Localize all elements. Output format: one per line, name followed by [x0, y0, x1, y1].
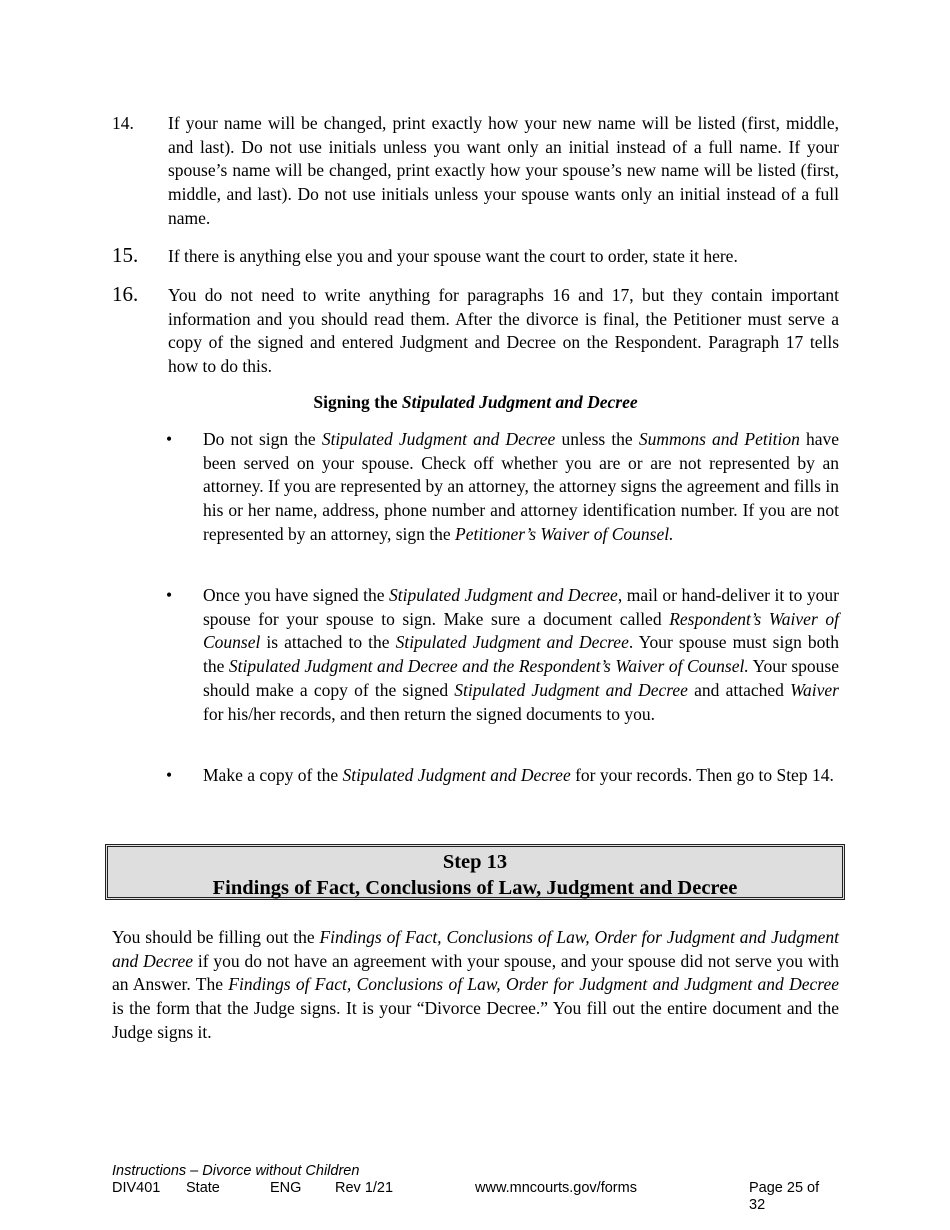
bullet-text: Make a copy of the Stipulated Judgment and Decree for your records. Then go to Step 14. [203, 765, 834, 785]
bullet-item [166, 584, 839, 726]
bullet-text: Once you have signed the Stipulated Judgment and Decree, mail or hand-deliver it to your spouse for your spouse to sign. Make sure a document called Respondent’s Waiver of Counsel is attached to the Stipulated Judgment and Decree. Your spouse must sign both the Stipulated Judgment and Decree and the Respondent’s Waiver of Counsel. Your spouse should make a copy of the signed Stipulated Judgment and Decree and attached Waiver for his/her records, and then return the signed documents to you. [203, 585, 840, 724]
findings-paragraph: You should be filling out the Findings of Fact, Conclusions of Law, Order for Judgment and Judgment and Decree if you do not have an agreement with your spouse, and your spouse did not serve you with an Answer. The Findings of Fact, Conclusions of Law, Order for Judgment and Judgment and Decree is the form that the Judge signs. It is your “Divorce Decree.” You fill out the entire document and the Judge signs it. [112, 927, 839, 1042]
step-header-box [105, 844, 845, 900]
paragraph-number: 16. [112, 282, 139, 306]
paragraph-text: You do not need to write anything for paragraphs 16 and 17, but they contain important information and you should read them. After the divorce is final, the Petitioner must serve a copy of the signed and entered Judgment and Decree on the Respondent. Paragraph 17 tells how to do this. [168, 285, 839, 377]
bullet-icon: • [166, 429, 173, 449]
paragraph-number: 14. [112, 113, 134, 133]
paragraph-text: If there is anything else you and your spouse want the court to order, state it here. [168, 246, 738, 266]
bullet-item [166, 428, 839, 547]
paragraph-15 [112, 245, 839, 269]
paragraph-text: If your name will be changed, print exactly how your new name will be listed (first, middle, and last). Do not use initials unless you want only an initial instead of a full name. If your spouse’s name will be changed, print exactly how your spouse’s new name will be listed (first, middle, and last). Do not use initials unless your spouse wants only an initial instead of a full name. [168, 113, 839, 228]
signing-heading: Signing the Stipulated Judgment and Decree [313, 392, 638, 412]
court-level: State [186, 1180, 220, 1196]
page-number: Page 25 of 32 [749, 1180, 820, 1213]
bullet-item [166, 764, 839, 788]
form-number: DIV401 [112, 1180, 161, 1196]
forms-url[interactable]: www.mncourts.gov/forms [475, 1180, 637, 1196]
revision: Rev 1/21 [335, 1180, 394, 1196]
language: ENG [270, 1180, 302, 1196]
step-subtitle: Findings of Fact, Conclusions of Law, Judgment and Decree [212, 876, 738, 899]
step-title: Step 13 [442, 851, 508, 873]
paragraph-14 [112, 112, 839, 231]
bullet-text: Do not sign the Stipulated Judgment and Decree unless the Summons and Petition have been served on your spouse. Check off whether you are or are not represented by an attorney. If you are represented by an attorney, the attorney signs the agreement and fills in his or her name, address, phone number and attorney identification number. If you are not represented by an attorney, sign the Petitioner’s Waiver of Counsel. [203, 429, 839, 544]
bullet-icon: • [166, 765, 173, 785]
footer-info [112, 1180, 839, 1213]
bullet-icon: • [166, 585, 173, 605]
paragraph-16 [112, 284, 839, 379]
footer-title: Instructions – Divorce without Children [112, 1163, 360, 1179]
paragraph-number: 15. [112, 243, 139, 267]
